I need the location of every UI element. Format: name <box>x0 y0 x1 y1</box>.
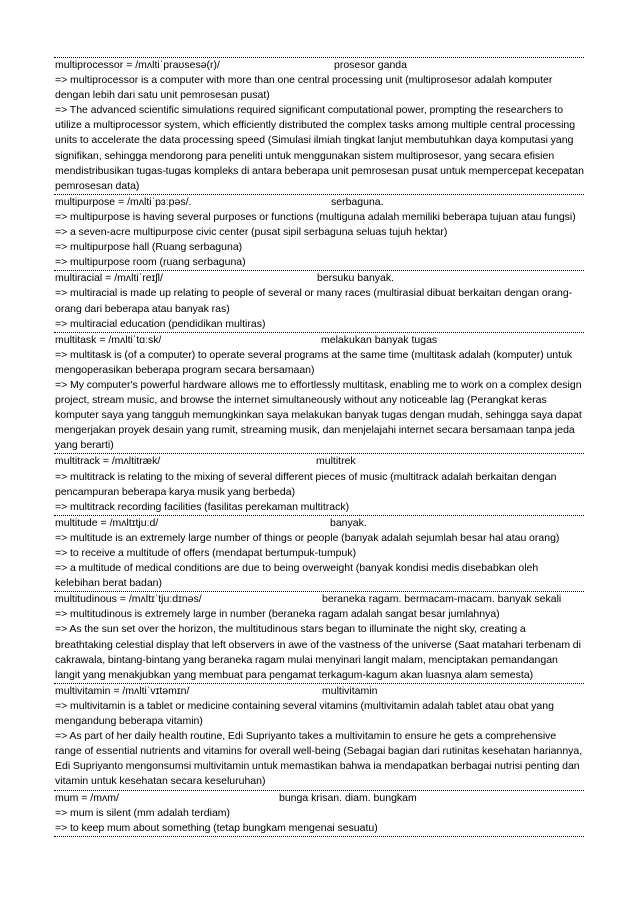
entry-header <box>54 516 584 531</box>
entry-meaning: bunga krisan. diam. bungkam <box>279 791 417 804</box>
entry-header <box>54 791 584 806</box>
entry-sentence: => multiracial is made up relating to people of several or many races (multirasial dibuat berkaitan dengan orang-orang dari beberapa atau banyak ras) <box>55 287 573 315</box>
entry-sentence: => multitrack is relating to the mixing of several different pieces of music (multitrack adalah berkaitan dengan pencampuran beberapa karya musik yang berbeda) <box>55 470 557 498</box>
vocab-entry <box>54 453 584 514</box>
vocab-entry <box>54 683 584 790</box>
vocab-entry <box>54 332 584 454</box>
entry-sentence: => multipurpose is having several purposes or functions (multiguna adalah memiliki beberapa tujuan atau fungsi) <box>55 210 576 223</box>
entry-term: multiprocessor = /mʌltiˈpraʊsesə(r)/ <box>55 59 220 71</box>
vocab-entry <box>54 57 584 194</box>
entry-sentence: => The advanced scientific simulations required significant computational power, prompting the researchers to utilize a multiprocessor system, which efficiently distributed the complex tasks among multiple central processing units to accelerate the data processing speed (Simulasi ilmiah tingkat lanjut membutuhkan daya komputasi yang signifikan, sehingga mendorong para peneliti untuk menggunakan sistem multiprosesor, yang secara efisien mendistribusikan tugas-tugas kompleks di antara beberapa unit pemrosesan pusat untuk mempercepat kecepatan pemrosesan data) <box>55 104 584 192</box>
vocab-entry <box>54 270 584 331</box>
entry-term: multiracial = /mʌltiˈreɪʃl/ <box>55 272 163 285</box>
vocab-entry <box>54 591 584 683</box>
entry-sentence: => multipurpose room (ruang serbaguna) <box>55 256 246 269</box>
entry-term: multipurpose = /mʌltiˈpɜːpəs/. <box>55 195 192 208</box>
entry-header <box>54 454 584 469</box>
entry-header <box>54 271 584 286</box>
entry-sentence: => My computer's powerful hardware allows me to effortlessly multitask, enabling me to work on a complex design project, stream music, and browse the internet simultaneously without any noticeable lag (Perangkat keras komputer saya yang tangguh memungkinkan saya melakukan banyak tugas dengan mudah, sehingga saya dapat mengerjakan proyek desain yang rumit, streaming musik, dan menjelajahi internet secara bersamaan tanpa jeda yang berarti) <box>55 378 582 452</box>
entry-term: multitudinous = /mʌltɪˈtjuːdɪnəs/ <box>55 593 202 606</box>
entry-sentence: => to keep mum about something (tetap bungkam mengenai sesuatu) <box>55 821 378 834</box>
entry-header <box>54 195 584 210</box>
entry-term: mum = /mʌm/ <box>55 791 119 804</box>
entry-sentence: => multiprocessor is a computer with more than one central processing unit (multiprosesor adalah komputer dengan lebih dari satu unit pemrosesan pusat) <box>55 74 553 102</box>
vocab-entry <box>54 194 584 270</box>
entry-meaning: melakukan banyak tugas <box>321 333 438 346</box>
entry-header <box>54 333 584 348</box>
entry-sentence: => to receive a multitude of offers (mendapat bertumpuk-tumpuk) <box>55 547 357 559</box>
entry-sentence: => multitrack recording facilities (fasilitas perekaman multitrack) <box>55 500 350 513</box>
entry-meaning: serbaguna. <box>331 195 384 208</box>
entry-header <box>54 592 584 607</box>
entry-term: multitrack = /mʌltitræk/ <box>55 455 161 468</box>
entry-meaning: beraneka ragam. bermacam-macam. banyak sekali <box>322 593 562 606</box>
vocab-entry <box>54 515 584 591</box>
entry-sentence: => As the sun set over the horizon, the multitudinous stars began to illuminate the night sky, creating a breathtaking celestial display that left observers in awe of the vastness of the universe (Saat matahari terbenam di cakrawala, bintang-bintang yang beraneka ragam mulai menyinari langit malam, menciptakan pemandangan langit yang menakjubkan yang membuat para pengamat terkagum-kagum akan luasnya alam semesta) <box>55 623 581 681</box>
entry-sentence: => a multitude of medical conditions are due to being overweight (banyak kondisi medis disebabkan oleh kelebihan berat badan) <box>55 562 539 590</box>
entry-term: multitask = /mʌltiˈtɑːsk/ <box>55 333 162 346</box>
entry-sentence: => multitask is (of a computer) to operate several programs at the same time (multitask adalah (komputer) untuk mengoperasikan beberapa program secara bersamaan) <box>55 348 573 376</box>
entry-meaning: banyak. <box>330 516 367 529</box>
entry-sentence: => mum is silent (mm adalah terdiam) <box>55 806 231 819</box>
entry-sentence: => multitudinous is extremely large in number (beraneka ragam adalah sangat besar jumlahnya) <box>55 608 500 621</box>
entry-sentence: => multipurpose hall (Ruang serbaguna) <box>55 241 243 254</box>
entry-meaning: bersuku banyak. <box>317 272 395 285</box>
entry-header <box>54 58 584 73</box>
entry-sentence: => a seven-acre multipurpose civic center (pusat sipil serbaguna seluas tujuh hektar) <box>55 226 448 239</box>
vocabulary-list <box>54 57 584 837</box>
entry-sentence: => As part of her daily health routine, Edi Supriyanto takes a multivitamin to ensure he gets a comprehensive range of essential nutrients and vitamins for overall well-being (Sebagai bagian dari rutinitas kesehatan hariannya, Edi Supriyanto mengonsumsi multivitamin untuk memastikan bahwa ia mendapatkan berbagai nutrisi penting dan vitamin untuk kesehatan secara keseluruhan) <box>55 730 583 788</box>
vocab-entry <box>54 790 584 837</box>
entry-meaning: prosesor ganda <box>334 59 407 71</box>
entry-term: multitude = /mʌltɪtjuːd/ <box>55 516 159 529</box>
entry-meaning: multivitamin <box>322 684 378 697</box>
entry-meaning: multitrek <box>316 455 356 468</box>
entry-header <box>54 684 584 699</box>
entry-sentence: => multiracial education (pendidikan multiras) <box>55 317 266 330</box>
entry-sentence: => multitude is an extremely large number of things or people (banyak adalah sejumlah besar hal atau orang) <box>55 531 560 544</box>
entry-sentence: => multivitamin is a tablet or medicine containing several vitamins (multivitamin adalah tablet atau obat yang mengandung beberapa vitamin) <box>55 699 554 728</box>
entry-term: multivitamin = /mʌltiˈvɪtəmɪn/ <box>55 684 190 697</box>
